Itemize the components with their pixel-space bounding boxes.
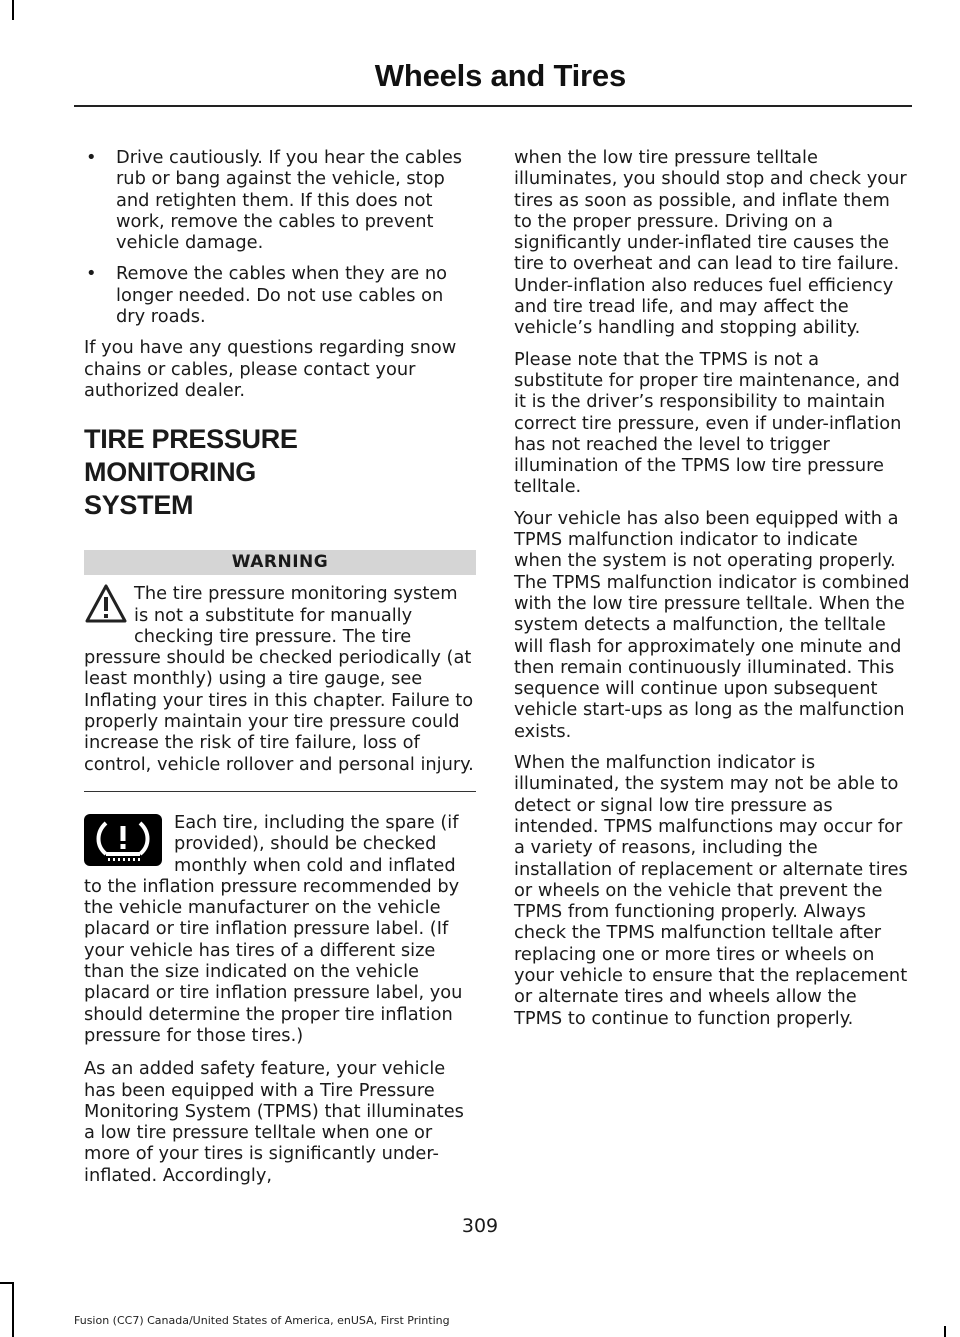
list-item [84,263,476,327]
tpms-paragraph-block [84,812,476,1046]
low-tire-pressure-telltale-icon [84,814,162,866]
contact-paragraph: If you have any questions regarding snow chains or cables, please contact your authorized dealer. [84,337,457,401]
crop-mark-bottom-left [12,1282,14,1337]
page-header-title: Wheels and Tires [374,58,626,93]
crop-mark-bottom-left-h [0,1282,14,1284]
warning-text: The tire pressure monitoring system is not a substitute for manually checking tire pressure. The tire pressure should be checked periodically (at least monthly) using a tire gauge, see Inflating your tires in this chapter. Failure to properly maintain your tire pressure could increase the risk of tire failure, loss of control, vehicle rollover and personal injury. [84,583,474,775]
section-heading-line-1: TIRE PRESSURE MONITORING [84,424,298,488]
right-column [514,147,910,1039]
body-paragraph: when the low tire pressure telltale illuminates, you should stop and check your tires as soon as possible, and inflate them to the proper pressure. Driving on a significantly under-inflated tire causes the tire to overheat and can lead to tire failure. Under-inflation also reduces fuel efficiency and tire tread life, and may affect the vehicle’s handling and stopping ability. [514,147,907,339]
bullet-text: Remove the cables when they are no longer needed. Do not use cables on dry roads. [116,263,447,328]
body-paragraph: Your vehicle has also been equipped with a TPMS malfunction indicator to indicate when the system is not operating properly. The TPMS malfunction indicator is combined with the low tire pressure telltale. When the system detects a malfunction, the telltale will flash for approximately one minute and then remain continuously illuminated. This sequence will continue upon subsequent vehicle start-ups as long as the malfunction exists. [514,507,910,742]
crop-mark-bottom-right [944,1326,946,1337]
safety-feature-paragraph: As an added safety feature, your vehicle has been equipped with a Tire Pressure Monitoring System (TPMS) that illuminates a low tire pressure telltale when one or more of your tires is significantly under-inflated. Accordingly, [84,1058,464,1186]
bullet-text: Drive cautiously. If you hear the cables rub or bang against the vehicle, stop and retighten them. If this does not work, remove the cables to prevent vehicle damage. [116,147,463,254]
footer-text: Fusion (CC7) Canada/United States of America, enUSA, First Printing [74,1314,450,1327]
crop-mark-top-left [12,0,14,20]
each-tire-paragraph: Each tire, including the spare (if provided), should be checked monthly when cold and inflated to the inflation pressure recommended by the vehicle manufacturer on the vehicle placard or tire inflation pressure label. (If your vehicle has tires of a different size than the size indicated on the vehicle placard or tire inflation pressure label, you should determine the proper tire inflation pressure for those tires.) [84,811,463,1046]
section-heading [84,423,476,522]
bullet-list [84,147,476,327]
warning-divider [84,791,476,792]
body-paragraph: When the malfunction indicator is illuminated, the system may not be able to detect or signal low tire pressure as intended. TPMS malfunctions may occur for a variety of reasons, including the installation of replacement or alternate tires or wheels on the vehicle that prevent the TPMS from functioning properly. Always check the TPMS malfunction telltale after replacing one or more tires or wheels on your vehicle to ensure that the replacement or alternate tires and wheels allow the TPMS to continue to function properly. [514,752,908,1029]
left-column [84,147,476,1196]
page-number: 309 [461,1215,499,1237]
warning-triangle-icon [84,583,128,625]
bullet-glyph: • [86,263,97,285]
warning-block [84,583,476,775]
section-heading-line-2: SYSTEM [84,490,194,521]
list-item [84,147,476,253]
bullet-glyph: • [86,147,97,168]
warning-label: WARNING [84,550,476,575]
header-rule [74,105,912,107]
body-paragraph: Please note that the TPMS is not a substitute for proper tire maintenance, and it is the driver’s responsibility to maintain correct tire pressure, even if under-inflation has not reached the level to trigger illumination of the TPMS low tire pressure telltale. [514,348,902,498]
